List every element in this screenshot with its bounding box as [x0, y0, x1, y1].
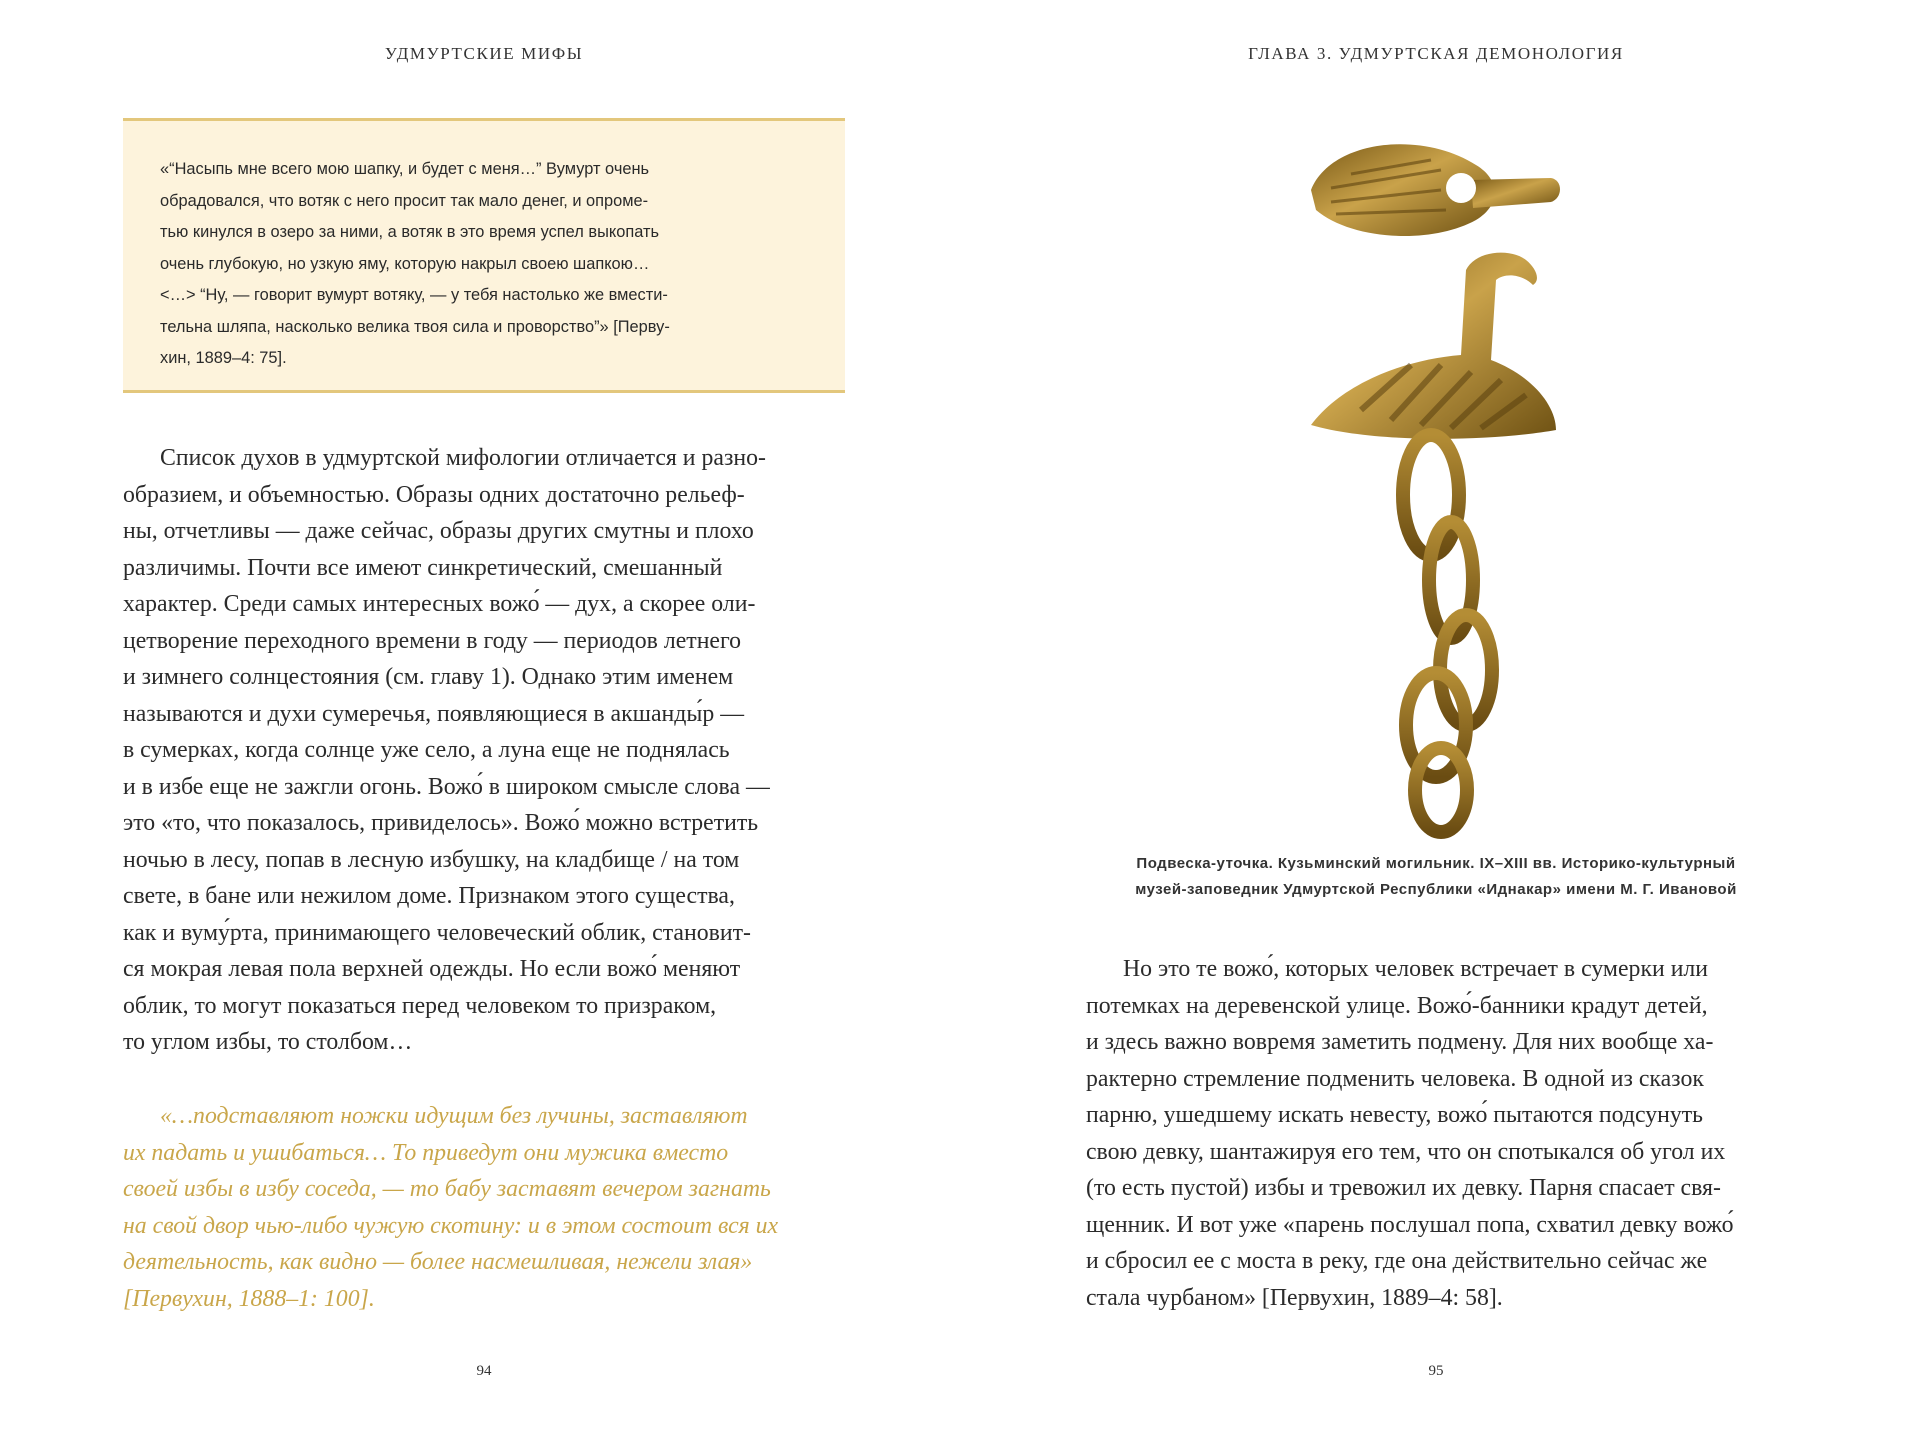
figure-caption — [1086, 851, 1786, 903]
running-head: УДМУРТСКИЕ МИФЫ — [384, 44, 584, 63]
callout-line: «“Насыпь мне всего мою шапку, и будет с меня…” Вумурт очень — [160, 160, 650, 178]
body-line: называются и духи сумеречья, появляющиеся в акшанды́р — — [123, 700, 745, 727]
body-line: ся мокрая левая пола верхней одежды. Но если вожо́ меняют — [123, 956, 741, 982]
callout-line: <…> “Ну, — говорит вумурт вотяку, — у тебя настолько же вмести- — [160, 286, 668, 304]
right-page — [956, 0, 1911, 1430]
body-line: и в избе еще не зажгли огонь. Вожо́ в широком смысле слова — — [123, 773, 770, 800]
body-line: различимы. Почти все имеют синкретический, смешанный — [123, 554, 723, 581]
bird-body — [1311, 253, 1556, 439]
page-number: 94 — [476, 1363, 492, 1379]
callout-line: очень глубокую, но узкую яму, которую накрыл своею шапкою… — [160, 254, 650, 273]
body-line: как и вуму́рта, принимающего человеческий облик, становит- — [123, 919, 751, 946]
quote-line: своей избы в избу соседа, — то бабу заставят вечером загнать — [123, 1176, 771, 1202]
quote-line: «…подставляют ножки идущим без лучины, заставляют — [160, 1103, 748, 1129]
body-line: (то есть пустой) избы и тревожил их девку. Парня спасает свя- — [1086, 1175, 1721, 1201]
body-line: свою девку, шантажируя его тем, что он спотыкался об угол их — [1086, 1138, 1726, 1165]
callout-line: тью кинулся в озеро за ними, а вотяк в это время успел выкопать — [160, 223, 660, 241]
body-line: в сумерках, когда солнце уже село, а луна еще не поднялась — [123, 737, 730, 763]
body-line: это «то, что показалось, привиделось». Вожо́ можно встретить — [123, 810, 759, 836]
body-line: Список духов в удмуртской мифологии отличается и разно- — [160, 445, 766, 471]
page-number: 95 — [1428, 1363, 1444, 1379]
caption-line: музей-заповедник Удмуртской Республики «Иднакар» имени М. Г. Ивановой — [1135, 881, 1737, 898]
top-fragment — [1311, 144, 1560, 236]
body-line: и зимнего солнцестояния (см. главу 1). Однако этим именем — [123, 664, 734, 690]
body-line: потемках на деревенской улице. Вожо́-банники крадут детей, — [1086, 992, 1708, 1019]
body-line: цетворение переходного времени в году — периодов летнего — [123, 627, 742, 654]
body-line: свете, в бане или нежилом доме. Признаком этого существа, — [123, 883, 735, 909]
body-line: ночью в лесу, попав в лесную избушку, на кладбище / на том — [123, 846, 740, 873]
body-paragraph — [123, 440, 853, 1061]
body-line: ны, отчетливы — даже сейчас, образы других смутны и плохо — [123, 518, 754, 544]
body-line: стала чурбаном» [Первухин, 1889–4: 58]. — [1086, 1284, 1503, 1311]
duck-pendant-illustration — [1301, 110, 1601, 840]
body-line: Но это те вожо́, которых человек встречает в сумерки или — [1123, 956, 1709, 982]
quote-callout-box — [123, 118, 845, 393]
callout-line: обрадовался, что вотяк с него просит так мало денег, и опроме- — [160, 191, 649, 210]
body-line: щенник. И вот уже «парень послушал попа, схватил девку вожо́ — [1086, 1211, 1734, 1238]
body-line: образием, и объемностью. Образы одних достаточно рельеф- — [123, 481, 745, 508]
italic-quote — [123, 1098, 853, 1317]
left-page — [0, 0, 955, 1430]
running-head: ГЛАВА 3. УДМУРТСКАЯ ДЕМОНОЛОГИЯ — [1248, 44, 1624, 63]
body-paragraph — [1086, 951, 1816, 1316]
chain — [1403, 435, 1492, 832]
body-line: характер. Среди самых интересных вожо́ — дух, а скорее оли- — [123, 591, 756, 617]
callout-line: тельна шляпа, насколько велика твоя сила и проворство”» [Перву- — [160, 317, 670, 336]
duck-pendant-image — [1301, 110, 1601, 840]
quote-line: их падать и ушибаться… То приведут они мужика вместо — [123, 1139, 729, 1166]
caption-line: Подвеска-уточка. Кузьминский могильник. IX–XIII вв. Историко-культурный — [1136, 855, 1736, 872]
body-line: и сбросил ее с моста в реку, где она действительно сейчас же — [1086, 1248, 1708, 1274]
quote-line: деятельность, как видно — более насмешливая, нежели злая» — [123, 1249, 753, 1275]
quote-line: [Первухин, 1888–1: 100]. — [123, 1285, 375, 1312]
callout-line: хин, 1889–4: 75]. — [160, 349, 287, 367]
body-line: облик, то могут показаться перед человеком то призраком, — [123, 992, 717, 1019]
body-line: рактерно стремление подменить человека. В одной из сказок — [1086, 1065, 1704, 1092]
body-line: парню, ушедшему искать невесту, вожо́ пытаются подсунуть — [1086, 1102, 1703, 1128]
body-line: и здесь важно вовремя заметить подмену. Для них вообще ха- — [1086, 1029, 1714, 1055]
body-line: то углом избы, то столбом… — [123, 1029, 413, 1055]
quote-line: на свой двор чью-либо чужую скотину: и в этом состоит вся их — [123, 1212, 779, 1239]
